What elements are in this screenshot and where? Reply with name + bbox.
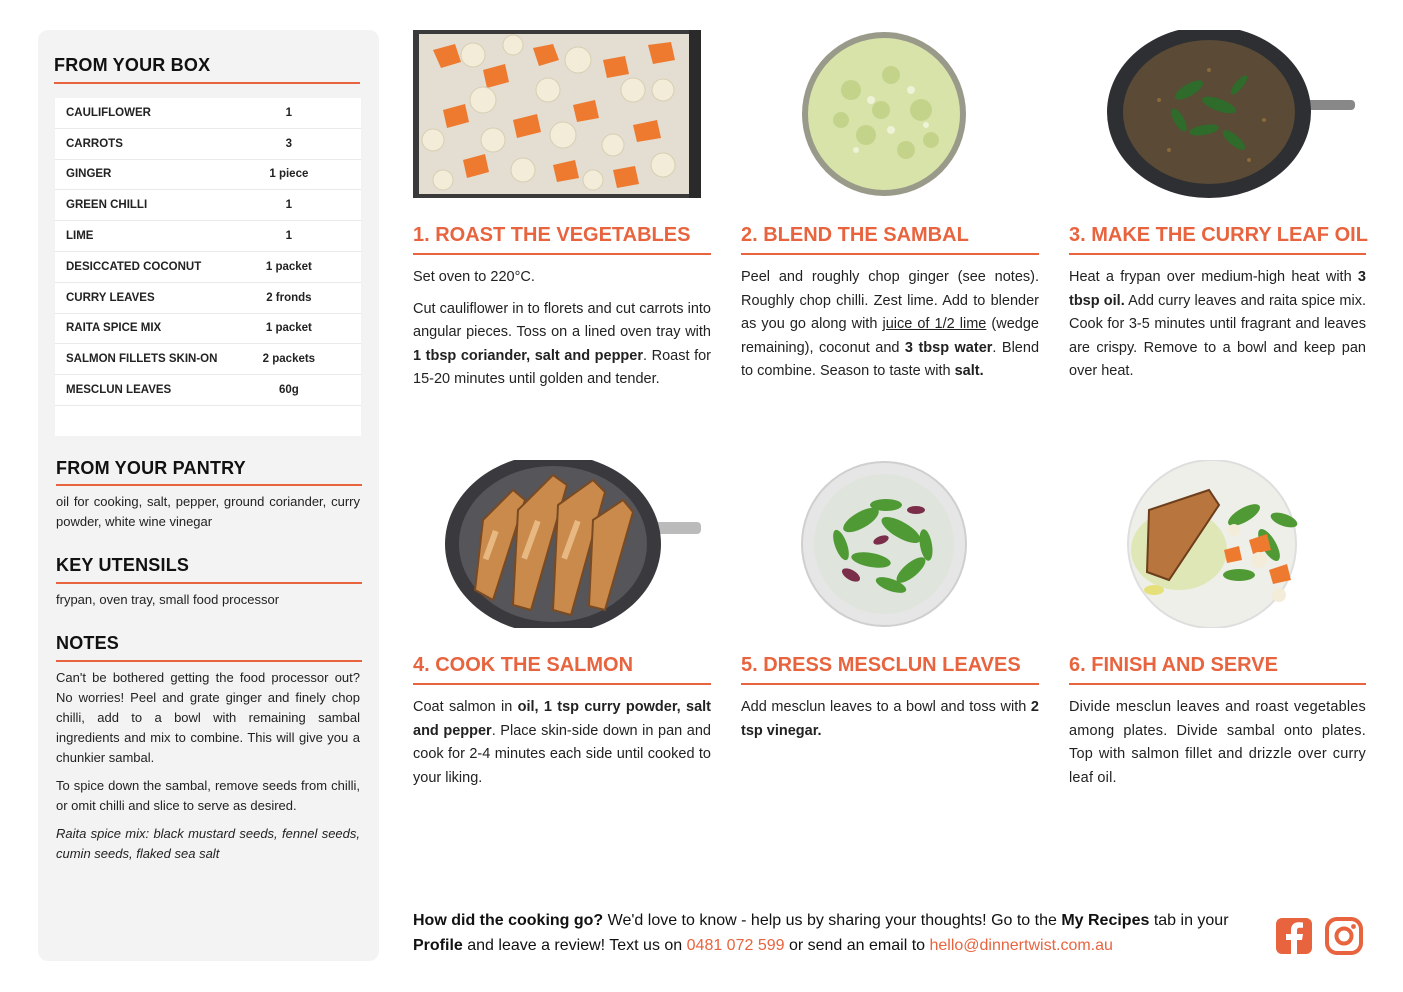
finished-plate-photo (1069, 460, 1367, 628)
sambal-bowl-photo (741, 30, 1039, 198)
step-3-text-a: Heat a frypan over medium-high heat with (1069, 269, 1358, 285)
step-4-body (413, 696, 711, 798)
step-1-text-c: . Roast for 15-20 minutes until golden and tender. (413, 347, 711, 387)
ingredient-qty: 3 (285, 137, 293, 150)
step-2-text-a: Peel and roughly chop ginger (see notes). Roughly chop chilli. Zest lime. Add to blender as you go along with (741, 269, 1039, 332)
step-2-body (741, 266, 1039, 392)
ingredient-row (55, 221, 361, 252)
ingredient-row (55, 252, 361, 283)
ingredient-qty: 1 packet (265, 322, 312, 335)
utensils-title: KEY UTENSILS (56, 555, 190, 575)
ingredient-name: CARROTS (66, 137, 123, 150)
ingredient-qty: 1 (285, 230, 293, 243)
note-2: To spice down the sambal, remove seeds from chilli, or omit chilli and slice to serve as desired. (56, 778, 360, 813)
footer-text-4: or send an email to (784, 937, 930, 954)
footer-my-recipes: My Recipes (1061, 912, 1150, 929)
ingredients-sidebar (38, 30, 379, 961)
feedback-footer (413, 908, 1263, 958)
box-ingredients-table (55, 98, 361, 436)
step-1-body (413, 266, 711, 400)
footer-text-2: tab in your (1149, 912, 1229, 929)
footer-text-1: We'd love to know - help us by sharing your thoughts! Go to the (603, 912, 1062, 929)
step-2-title: 2. BLEND THE SAMBAL (741, 224, 969, 246)
step-3-title: 3. MAKE THE CURRY LEAF OIL (1069, 224, 1368, 246)
step-5-body (741, 696, 1039, 751)
notes-title-rule (56, 660, 362, 662)
step-5-text-a: Add mesclun leaves to a bowl and toss with (741, 699, 1031, 715)
footer-phone-link[interactable]: 0481 072 599 (686, 937, 785, 954)
step-1-text-a: Cut cauliflower in to florets and cut carrots into angular pieces. Toss on a lined oven tray with (413, 300, 711, 340)
ingredient-row (55, 98, 361, 129)
ingredient-row (55, 314, 361, 345)
ingredient-name: DESICCATED COCONUT (66, 260, 202, 273)
notes-title: NOTES (56, 633, 120, 653)
roast-vegetables-photo (413, 30, 701, 198)
footer-profile: Profile (413, 937, 463, 954)
step-3-rule (1069, 253, 1366, 255)
step-4-text-a: Coat salmon in (413, 699, 518, 715)
ingredient-name: RAITA SPICE MIX (66, 322, 162, 335)
step-2-underline: juice of 1/2 lime (882, 316, 987, 332)
footer-email-link[interactable]: hello@dinnertwist.com.au (929, 937, 1113, 954)
curry-leaf-oil-pan-photo (1069, 30, 1355, 198)
notes-text (56, 668, 360, 872)
step-4-rule (413, 683, 711, 685)
step-4-text-c: . Place skin-side down in pan and cook for 2-4 minutes each side until cooked to your liking. (413, 722, 711, 786)
ingredient-qty: 1 packet (265, 260, 312, 273)
step-4-bold-b: oil, 1 tsp curry powder, salt and pepper (413, 699, 711, 739)
step-6-text-a: Divide mesclun leaves and roast vegetables among plates. Divide sambal onto plates. Top with salmon fillet and drizzle over curry leaf oil. (1069, 699, 1366, 786)
step-1-bold-b: 1 tbsp coriander, salt and pepper (413, 347, 643, 364)
ingredient-row (55, 190, 361, 221)
ingredient-name: GINGER (66, 168, 112, 181)
ingredient-qty: 1 piece (269, 168, 309, 181)
step-2-text-b: (wedge remaining), coconut and (741, 316, 1039, 356)
note-1: Can't be bothered getting the food processor out? No worries! Peel and grate ginger and finely chop chilli, add to a bowl with remaining sambal ingredients and mix to combine. This will give you a chunkier sambal. (56, 670, 360, 765)
ingredient-name: CAULIFLOWER (66, 106, 151, 119)
ingredient-name: GREEN CHILLI (66, 199, 148, 212)
ingredient-row (55, 283, 361, 314)
pantry-text: oil for cooking, salt, pepper, ground coriander, curry powder, white wine vinegar (56, 494, 360, 529)
utensils-text: frypan, oven tray, small food processor (56, 592, 280, 607)
step-1-line-1: Set oven to 220°C. (413, 269, 535, 285)
box-title: FROM YOUR BOX (54, 55, 211, 75)
footer-question: How did the cooking go? (413, 912, 604, 929)
step-6-body (1069, 696, 1366, 798)
ingredient-row (55, 129, 361, 160)
ingredient-row (55, 160, 361, 191)
step-6-title: 6. FINISH AND SERVE (1069, 654, 1278, 676)
step-3-text-c: Add curry leaves and raita spice mix. Cook for 3-5 minutes until fragrant and leaves are crispy. Remove to a bowl and keep pan over heat. (1069, 292, 1366, 379)
utensils-title-rule (56, 582, 362, 584)
step-6-rule (1069, 683, 1366, 685)
step-5-bold-b: 2 tsp vinegar. (741, 699, 1039, 739)
step-2-text-d: . Blend to combine. Season to taste with (741, 339, 1040, 379)
step-2-bold-e: salt. (954, 363, 984, 379)
ingredient-name: LIME (66, 230, 94, 243)
ingredient-name: SALMON FILLETS SKIN-ON (66, 353, 218, 366)
ingredient-name: CURRY LEAVES (66, 291, 155, 304)
footer-text-3: and leave a review! Text us on (462, 937, 687, 954)
ingredient-qty: 60g (278, 384, 299, 397)
mesclun-bowl-photo (741, 460, 1039, 628)
box-title-rule (54, 82, 360, 84)
step-5-rule (741, 683, 1039, 685)
step-1-title: 1. ROAST THE VEGETABLES (413, 224, 691, 246)
pantry-title-rule (56, 484, 362, 486)
note-3: Raita spice mix: black mustard seeds, fennel seeds, cumin seeds, flaked sea salt (56, 826, 360, 861)
step-4-title: 4. COOK THE SALMON (413, 654, 634, 676)
salmon-pan-photo (413, 460, 701, 628)
step-1-rule (413, 253, 711, 255)
ingredient-qty: 1 (285, 199, 293, 212)
ingredient-name: MESCLUN LEAVES (66, 384, 172, 397)
step-3-bold-b: 3 tbsp oil. (1069, 269, 1366, 309)
instagram-icon[interactable] (1325, 917, 1363, 955)
step-5-title: 5. DRESS MESCLUN LEAVES (741, 654, 1021, 676)
ingredient-qty: 2 fronds (266, 291, 312, 304)
step-2-bold-c: 3 tbsp water (904, 339, 993, 356)
facebook-icon[interactable] (1275, 917, 1313, 955)
pantry-title: FROM YOUR PANTRY (56, 458, 246, 478)
ingredient-row (55, 344, 361, 375)
ingredient-qty: 1 (285, 106, 293, 119)
ingredient-qty: 2 packets (262, 353, 316, 366)
step-3-body (1069, 266, 1366, 392)
ingredient-row (55, 375, 361, 406)
step-2-rule (741, 253, 1039, 255)
